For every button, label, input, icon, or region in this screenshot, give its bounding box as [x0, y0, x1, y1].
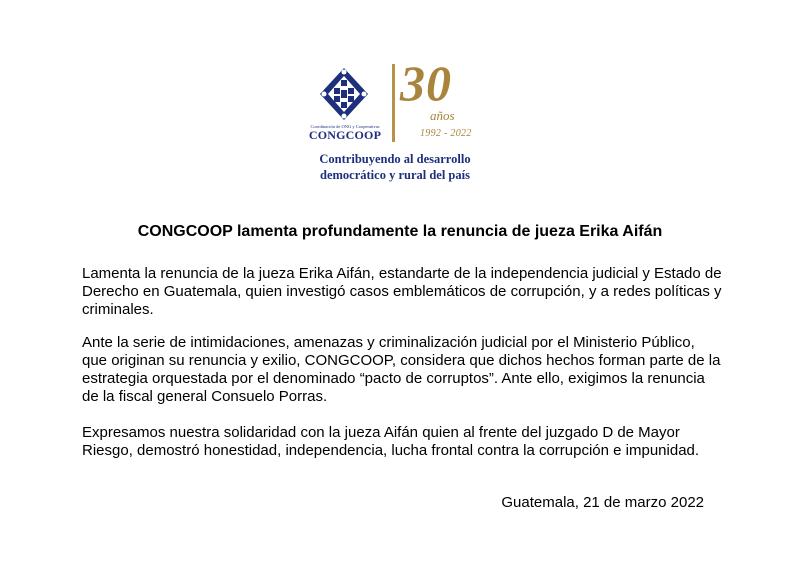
paragraph-1: Lamenta la renuncia de la jueza Erika Aifán, estandarte de la independencia judicial y Estado de Derecho en Guatemala, quien investigó casos emblemáticos de corrupción, y a redes políticas y criminales.	[82, 265, 722, 318]
paragraph-2: Ante la serie de intimidaciones, amenazas y criminalización judicial por el Ministerio Público, que originan su renuncia y exilio, CONGCOOP, considera que dichos hechos forman parte de la estrategia orquestada por el denominado “pacto de corruptos”. Ante ello, exigimos la renuncia de la fiscal general Consuelo Porras.	[82, 334, 721, 405]
logo-tagline	[290, 151, 500, 183]
org-name: CONGCOOP	[308, 128, 382, 142]
tagline-line-1: Contribuyendo al desarrollo	[319, 152, 471, 166]
tagline-line-2: democrático y rural del país	[320, 168, 470, 182]
document-title: CONGCOOP lamenta profundamente la renuncia de jueza Erika Aifán	[137, 223, 663, 240]
logo-divider	[392, 64, 395, 142]
paragraph-3: Expresamos nuestra solidaridad con la jueza Aifán quien al frente del juzgado D de Mayor Riesgo, demostró honestidad, independencia, lucha frontal contra la corrupción e impunidad.	[82, 424, 700, 459]
congcoop-emblem-icon	[318, 66, 370, 124]
org-subtitle: Coordinación de ONG y Cooperativas	[310, 124, 380, 129]
date-line: Guatemala, 21 de marzo 2022	[501, 494, 704, 511]
anniversary-years: 1992 - 2022	[420, 128, 472, 139]
anniversary-number: 30	[400, 55, 452, 111]
anniversary-word: años	[430, 108, 455, 123]
